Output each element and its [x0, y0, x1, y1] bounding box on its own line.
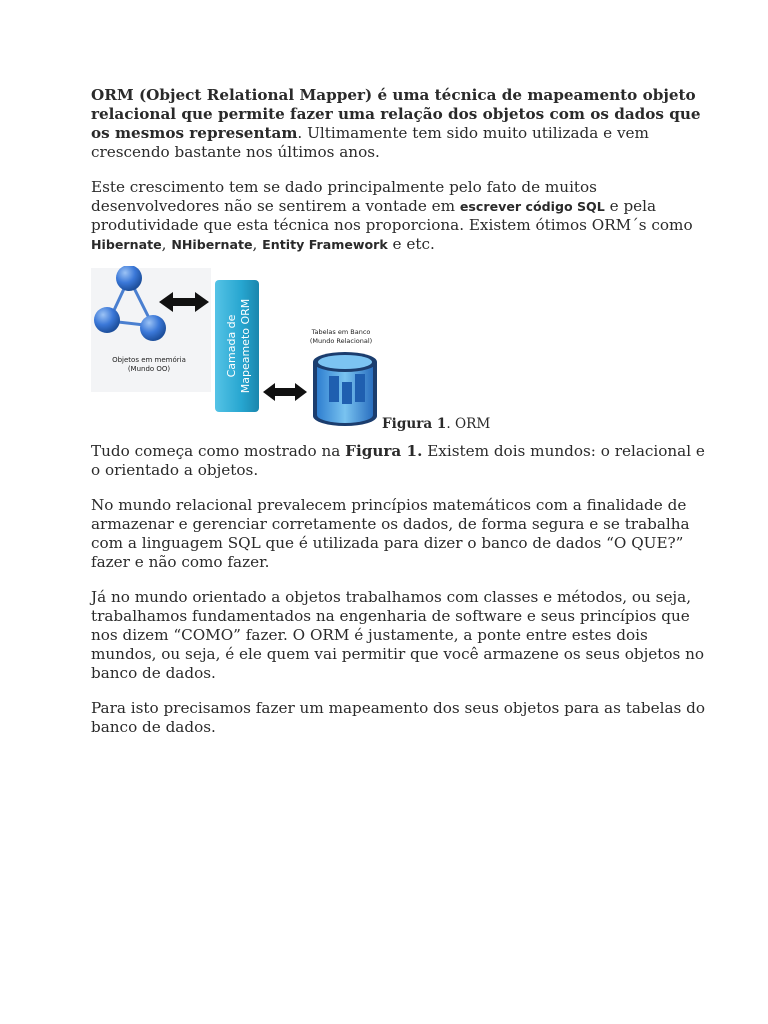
paragraph-orm-definition [91, 86, 711, 162]
caption-bold: Figura 1 [382, 416, 447, 432]
figure-caption [382, 415, 490, 434]
separator: , [161, 235, 172, 253]
layer-label-line2: Mapeameto ORM [239, 298, 252, 394]
code-nhibernate: NHibernate [171, 237, 253, 252]
orm-diagram [91, 266, 391, 428]
orm-definition-rest: . Ultimamente tem sido muito utilizada e vem crescendo bastante nos últimos anos. [91, 124, 649, 161]
caption-rest: . ORM [446, 416, 491, 432]
objects-label-line1: Objetos em memória [112, 356, 186, 364]
paragraph-two-worlds [91, 442, 711, 480]
two-worlds-b: Existem dois mundos: o relacional e o orientado a objetos. [91, 442, 705, 479]
db-label-line2: (Mundo Relacional) [309, 337, 373, 345]
code-entity-framework: Entity Framework [262, 237, 388, 252]
code-hibernate: Hibernate [91, 237, 162, 252]
paragraph-growth [91, 178, 711, 254]
document-body [91, 86, 711, 753]
figure-reference: Figura 1. [345, 442, 423, 460]
objects-label-line2: (Mundo OO) [127, 365, 171, 373]
figure-orm [91, 266, 711, 432]
separator: , [252, 235, 263, 253]
growth-text-c: e etc. [387, 235, 435, 253]
orm-layer-block [215, 280, 259, 412]
orm-definition-bold: ORM (Object Relational Mapper) é uma técnica de mapeamento objeto relacional que permite fazer uma relação dos objetos com os dados que os mesmos representam [91, 86, 701, 142]
two-worlds-a: Tudo começa como mostrado na [91, 442, 346, 460]
paragraph-relational-world: No mundo relacional prevalecem princípios matemáticos com a finalidade de armazenar e gerenciar corretamente os dados, de forma segura e se trabalha com a linguagem SQL que é utilizada para dizer o banco de dados “O QUE?” fazer e não como fazer. [91, 496, 690, 571]
code-sql-term: escrever código SQL [459, 199, 605, 214]
growth-text-b: e pela produtividade que esta técnica nos proporciona. Existem ótimos ORM´s como [91, 197, 693, 234]
paragraph-object-world: Já no mundo orientado a objetos trabalhamos com classes e métodos, ou seja, trabalhamos fundamentados na engenharia de software e seus princípios que nos dizem “COMO” fazer. O ORM é justamente, a ponte entre estes dois mundos, ou seja, é ele quem vai permitir que você armazene os seus objetos no banco de dados. [91, 588, 705, 682]
database-icon [313, 352, 377, 426]
paragraph-mapping: Para isto precisamos fazer um mapeamento dos seus objetos para as tabelas do banco de dados. [91, 699, 706, 736]
db-label-line1: Tabelas em Banco [311, 328, 371, 336]
growth-text-a: Este crescimento tem se dado principalmente pelo fato de muitos desenvolvedores não se sentirem a vontade em [91, 178, 597, 215]
layer-label-line1: Camada de [225, 314, 238, 378]
